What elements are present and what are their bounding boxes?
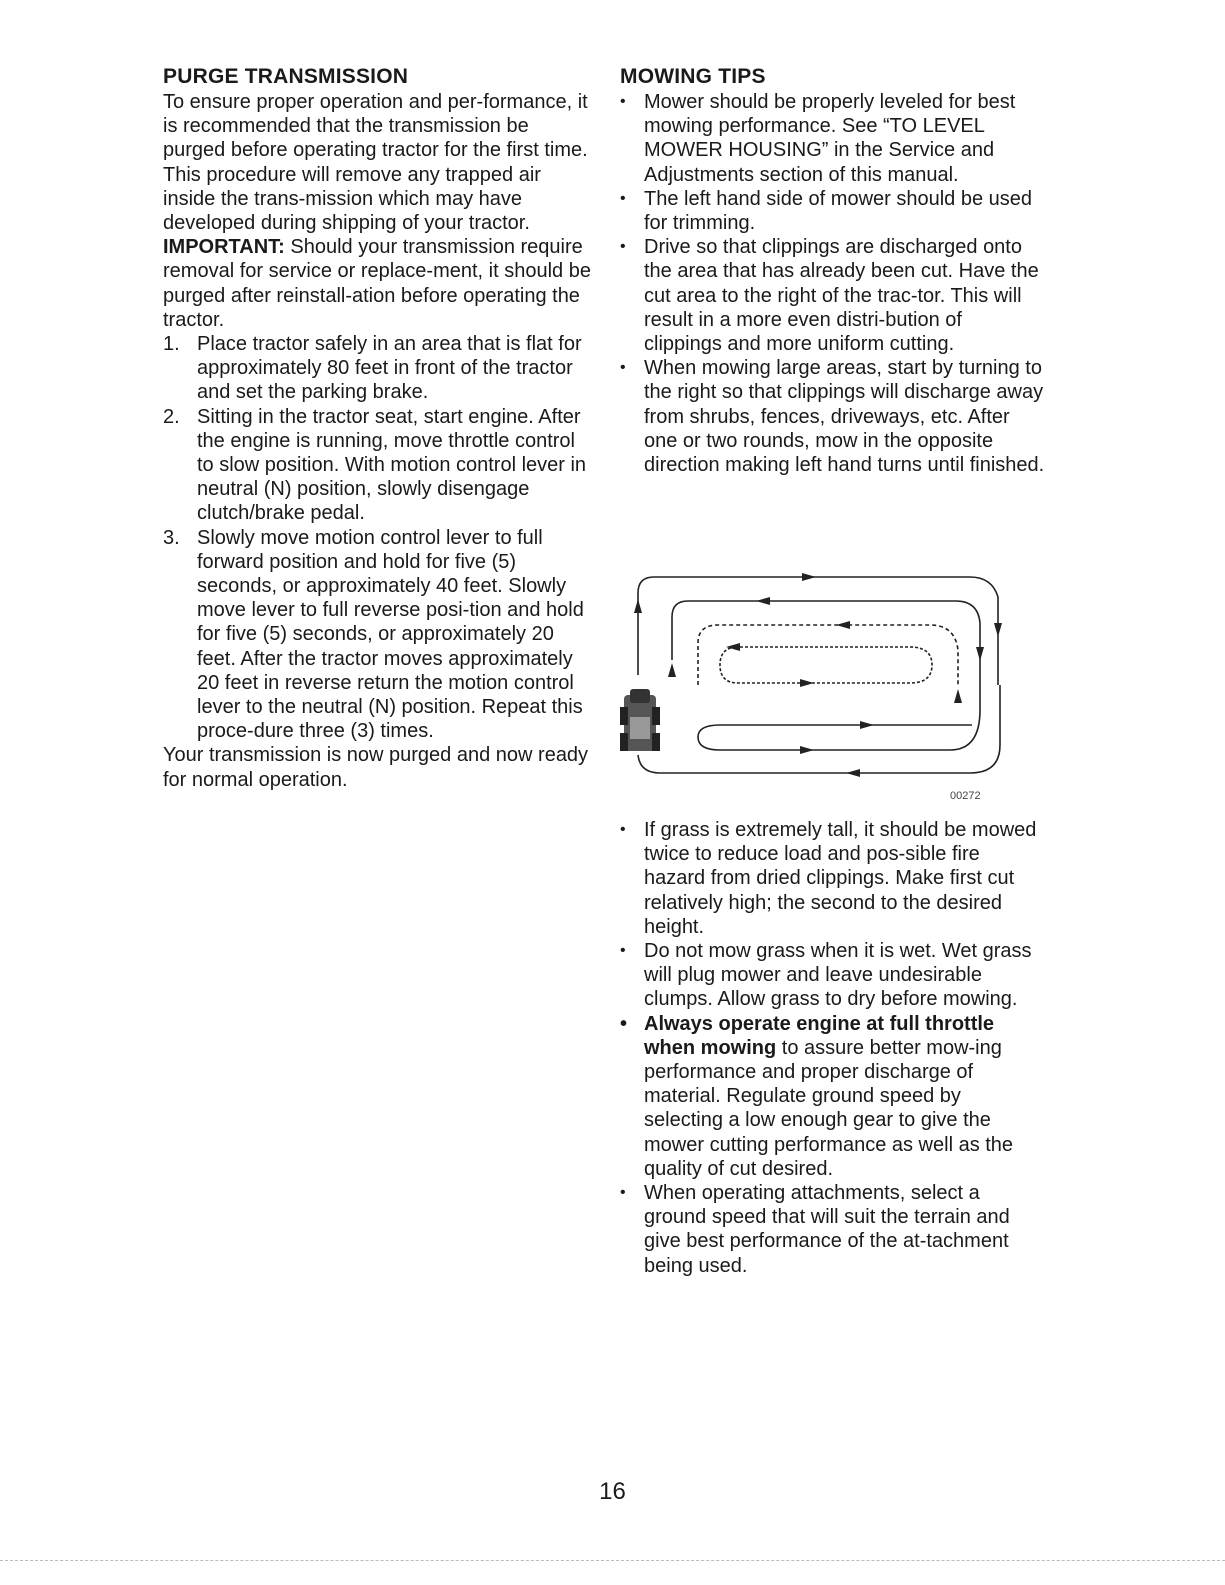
mowing-tips-section — [620, 64, 1045, 477]
arrow-left-icon — [726, 643, 740, 651]
arrow-up-icon — [634, 599, 642, 613]
step-text: Place tractor safely in an area that is flat for approximately 80 feet in front of the tractor and set the parking brake. — [197, 333, 582, 404]
purge-step — [163, 405, 593, 526]
mowing-tip: • Do not mow grass when it is wet. Wet grass will plug mower and leave undesirable clumps. Allow grass to dry before mowing. — [620, 939, 1045, 1012]
mowing-tips-list-top — [620, 90, 1045, 477]
arrow-down-icon — [994, 623, 1002, 637]
purge-closing-text: Your transmission is now purged and now ready for normal operation. — [163, 744, 589, 791]
mowing-tip: • When operating attachments, select a ground speed that will suit the terrain and give best performance of the at-tachment being used. — [620, 1181, 1045, 1278]
throttle-bold-text: Always operate engine at full throttle when mowing — [644, 1012, 995, 1059]
mowing-tips-section-bottom — [620, 818, 1045, 1278]
bottom-divider — [0, 1560, 1225, 1561]
arrow-left-icon — [836, 621, 850, 629]
purge-intro-text: To ensure proper operation and per-formance, it is recommended that the transmission be purged before operating tractor for the first time. This procedure will remove any trapped air inside the trans-mission which may have developed during shipping of your tractor. — [163, 91, 588, 235]
mowing-tip: • Mower should be properly leveled for best mowing performance. See “TO LEVEL MOWER HOUSING” in the Service and Adjustments section of this manual. — [620, 90, 1045, 187]
important-text: Should your transmission require removal for service or replace-ment, it should be purged after reinstall-ation before operating the tractor. — [163, 236, 591, 331]
arrow-up-icon — [954, 689, 962, 703]
arrow-right-icon — [800, 746, 814, 754]
step-number: 2. — [163, 405, 180, 428]
throttle-rest-text: to assure better mow-ing performance and proper discharge of material. Regulate ground speed by selecting a low enough gear to give the mower cutting performance as well as the quality of cut desired. — [644, 1036, 1014, 1180]
purge-steps-list — [163, 332, 593, 743]
third-pass-path — [698, 625, 958, 685]
mowing-tip-throttle — [620, 1012, 1045, 1181]
mowing-tip: • When mowing large areas, start by turning to the right so that clippings will discharge away from shrubs, fences, driveways, etc. After one or two rounds, mow in the opposite direction making left hand turns until finished. — [620, 356, 1045, 477]
mowing-tip: • If grass is extremely tall, it should be mowed twice to reduce load and pos-sible fire hazard from dried clippings. Make first cut relatively high; the second to the desired height. — [620, 818, 1045, 939]
step-text: Slowly move motion control lever to full forward position and hold for five (5) seconds, or approximately 40 feet. Slowly move lever to full reverse posi-tion and hold for five (5) seconds, or approximately 20 feet. After the tractor moves approximately 20 feet in reverse return the motion control lever to the neutral (N) position. Repeat this proce-dure three (3) times. — [197, 526, 584, 743]
step-number: 3. — [163, 526, 180, 549]
purge-transmission-heading: PURGE TRANSMISSION — [163, 65, 409, 88]
figure-code: 00272 — [950, 790, 981, 802]
arrow-right-icon — [860, 721, 874, 729]
mowing-tips-list-bottom — [620, 818, 1045, 1278]
step-text: Sitting in the tractor seat, start engine. After the engine is running, move throttle control to slow position. With motion control lever in neutral (N) position, slowly disengage clutch/brake pedal. — [197, 405, 587, 525]
arrow-down-icon — [976, 647, 984, 661]
important-note — [163, 235, 593, 332]
step-number: 1. — [163, 333, 180, 356]
tractor-icon — [620, 689, 660, 751]
mowing-pattern-diagram — [620, 565, 1010, 805]
arrow-right-icon — [800, 679, 814, 687]
second-pass-path — [672, 601, 980, 750]
mowing-tip: • The left hand side of mower should be used for trimming. — [620, 187, 1045, 235]
arrow-up-icon — [668, 663, 676, 677]
purge-transmission-section — [163, 64, 593, 792]
important-label: IMPORTANT: — [163, 236, 285, 259]
outer-pass-path — [638, 577, 998, 685]
mowing-tips-heading: MOWING TIPS — [620, 65, 766, 88]
right-edge-path — [638, 685, 1000, 773]
purge-step — [163, 332, 593, 405]
page-number: 16 — [599, 1478, 626, 1505]
arrow-right-icon — [802, 573, 816, 581]
arrow-left-icon — [846, 769, 860, 777]
purge-step — [163, 526, 593, 744]
mowing-tip: • Drive so that clippings are discharged onto the area that has already been cut. Have the cut area to the right of the trac-tor. This will result in a more even distri-bution of clippings and more uniform cutting. — [620, 235, 1045, 356]
arrow-left-icon — [756, 597, 770, 605]
inner-pass-path — [720, 647, 932, 683]
